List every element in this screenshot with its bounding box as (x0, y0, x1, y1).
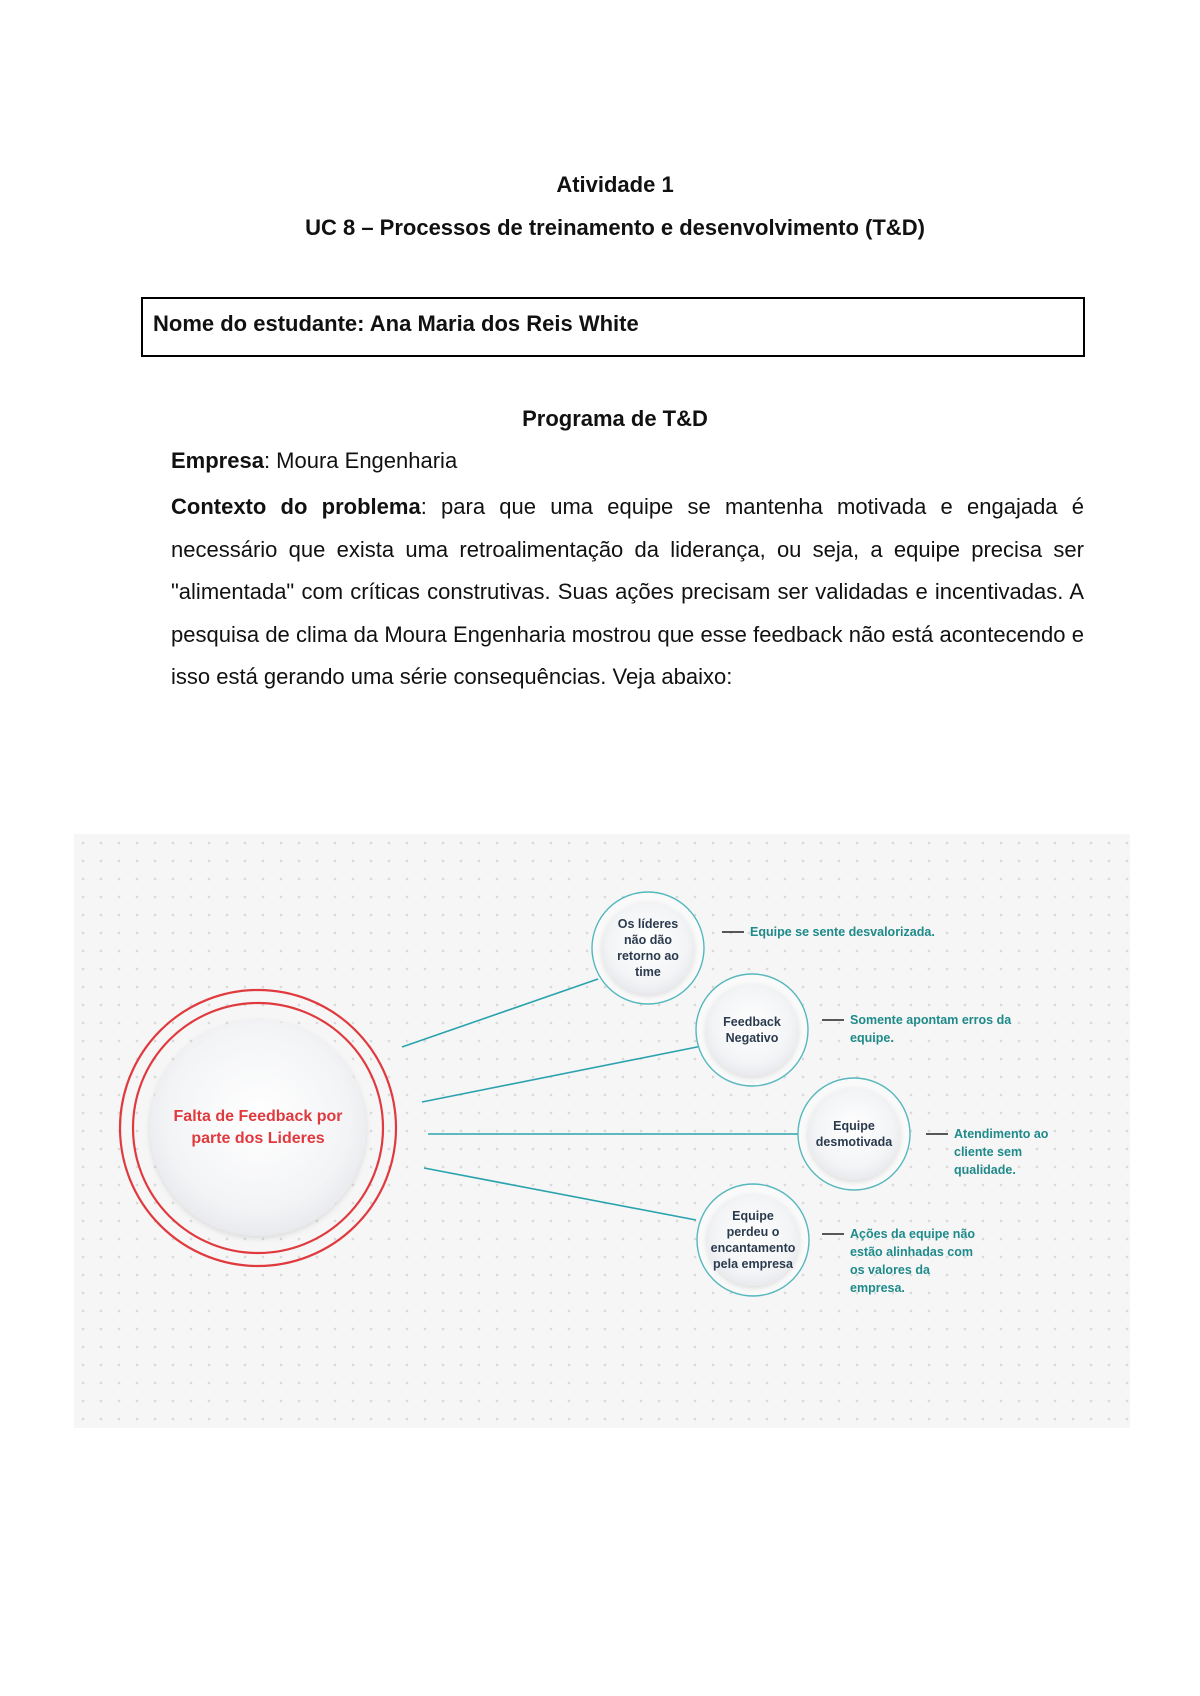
connector-line-2 (422, 1046, 702, 1102)
node-3-label: Equipe desmotivada (815, 1119, 893, 1149)
node-4-note: Ações da equipe não estão alinhadas com os valores da empresa. (850, 1227, 976, 1295)
document-title: Atividade 1 (556, 172, 674, 197)
context-paragraph (171, 486, 1084, 699)
node-2-label: Feedback Negativo (723, 1015, 781, 1045)
student-label: Nome do estudante: (153, 311, 365, 336)
node-2-note: Somente apontam erros da equipe. (850, 1013, 1012, 1045)
empresa-label: Empresa (171, 448, 264, 473)
document-subtitle: UC 8 – Processos de treinamento e desenvolvimento (T&D) (305, 215, 925, 240)
context-label: Contexto do problema (171, 494, 421, 519)
empresa-line (171, 448, 457, 474)
node-1-label: Os líderes não dão retorno ao time (617, 917, 679, 979)
node-4-label: Equipe perdeu o encantamento pela empresa (710, 1209, 796, 1271)
connector-line-4 (424, 1168, 696, 1220)
feedback-diagram (74, 834, 1130, 1428)
node-1-note: Equipe se sente desvalorizada. (750, 925, 935, 939)
program-title: Programa de T&D (522, 406, 708, 431)
context-text: : para que uma equipe se mantenha motivada e engajada é necessário que exista uma retroalimentação da liderança, ou seja, a equipe precisa ser "alimentada" com críticas construtivas. Suas ações precisam ser validadas e incentivadas. A pesquisa de clima da Moura Engenharia mostrou que esse feedback não está acontecendo e isso está gerando uma série consequências. Veja abaixo: (171, 494, 1085, 689)
student-name: Ana Maria dos Reis White (369, 311, 639, 336)
connector-line-1 (402, 979, 598, 1047)
empresa-value: : Moura Engenharia (263, 448, 458, 473)
student-name-box (141, 297, 1085, 357)
node-3-note: Atendimento ao cliente sem qualidade. (954, 1127, 1049, 1177)
main-cause-label: Falta de Feedback por parte dos Lideres (173, 1108, 343, 1147)
